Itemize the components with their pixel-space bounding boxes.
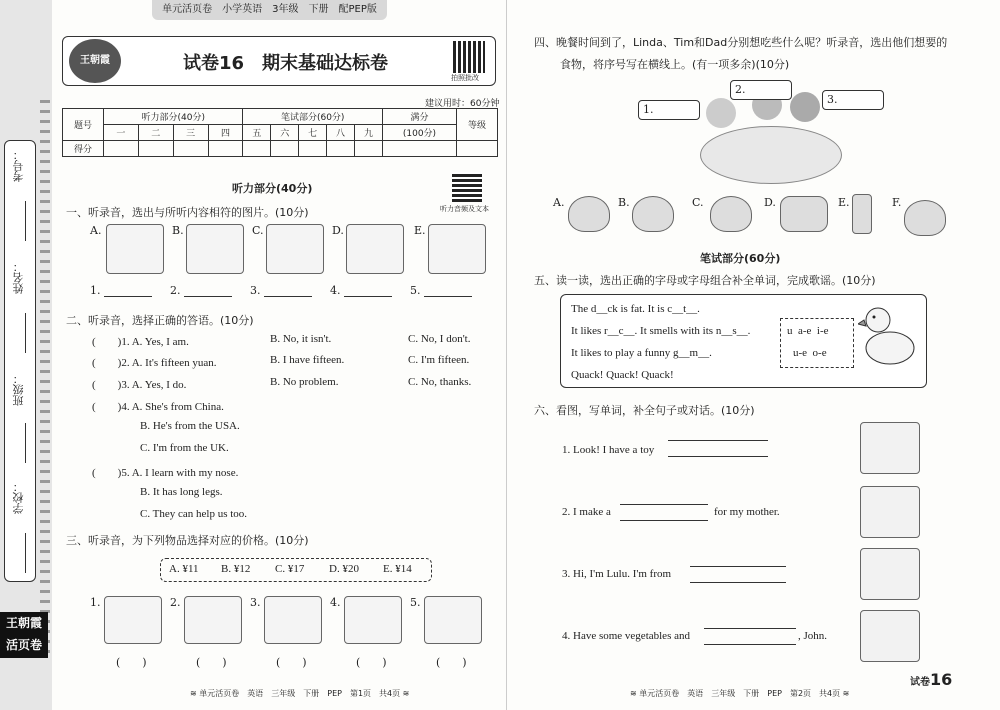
item-num: 5. [410,596,421,609]
answer-num: 5. [410,284,421,297]
score-input[interactable] [173,141,208,157]
item-image-5 [424,596,482,644]
letter-options-row-1: u a-e i-e [787,325,829,337]
col-7: 七 [299,125,327,141]
q2-1-c: C. No, I don't. [408,333,471,345]
rhyme-line-4: Quack! Quack! Quack! [571,369,674,381]
school-label: 学校： [12,481,25,514]
score-input[interactable] [271,141,299,157]
full-value: (100分) [382,125,456,141]
name-label: 姓名： [12,261,25,294]
milk-bottle-image [852,194,872,234]
section-4-title-1: 四、晚餐时间到了，Linda、Tim和Dad分别想吃些什么呢？听录音，选出他们想要的 [534,36,948,49]
q2-1-b: B. No, it isn't. [270,333,332,345]
write-line[interactable] [668,456,768,457]
price-d: D. ¥20 [329,563,359,575]
q2-2-c: C. I'm fifteen. [408,354,470,366]
bubble-3[interactable] [822,90,884,110]
class-line [25,423,26,463]
score-input[interactable] [138,141,173,157]
score-input[interactable] [104,141,139,157]
duck-icon [858,300,918,370]
listening-header: 听力部分(40分) [232,182,313,195]
vegetable-bowl-image [710,196,752,232]
answer-paren[interactable]: ( ) [116,656,147,669]
score-input[interactable] [243,141,271,157]
listening-head: 听力部分(40分) [104,109,243,125]
score-input[interactable] [299,141,327,157]
paper-title: 试卷16 期末基础达标卷 [183,53,389,74]
q2-4-b: B. He's from the USA. [140,420,240,432]
qr-code-grading[interactable] [453,41,485,73]
boy-writing-image [106,224,164,274]
boy-standing-image [186,224,244,274]
qr-caption-grading: 拍照批改 [451,74,479,82]
grade-head: 等级 [457,109,498,141]
answer-blank[interactable] [104,296,152,297]
brand-logo-name: 王朝霞 [5,616,42,630]
fruit-image [860,610,920,662]
school-line [25,533,26,573]
price-options-box [160,558,432,582]
food-label-d: D. [764,196,776,209]
answer-blank[interactable] [264,296,312,297]
writing-header: 笔试部分(60分) [700,252,781,265]
score-input[interactable] [327,141,355,157]
section-3-title: 三、听录音，为下列物品选择对应的价格。(10分) [66,534,309,547]
paper-number-mark [910,670,980,690]
soup-bowl-image [904,200,946,236]
rhyme-line-1: The d__ck is fat. It is c__t__. [571,303,700,315]
tihao-cell: 题号 [63,109,104,141]
col-4: 四 [208,125,243,141]
q6-4-text-b: , John. [798,630,828,642]
q6-4-text-a: 4. Have some vegetables and [562,630,690,642]
noodles-bowl-image [568,196,610,232]
option-label: A. [90,224,102,237]
answer-paren[interactable]: ( ) [436,656,467,669]
score-input[interactable] [354,141,382,157]
bubble-2[interactable] [730,80,792,100]
section-2-title: 二、听录音，选择正确的答语。(10分) [66,314,254,327]
item-num: 1. [90,596,101,609]
rhyme-line-2: It likes r__c__. It smells with its n__s__. [571,325,751,337]
answer-num: 2. [170,284,181,297]
write-line[interactable] [690,582,786,583]
option-label: D. [332,224,344,237]
price-c: C. ¥17 [275,563,305,575]
brand-logo [0,612,48,658]
item-image-1 [104,596,162,644]
price-e: E. ¥14 [383,563,412,575]
answer-num: 1. [90,284,101,297]
write-line[interactable] [620,504,708,505]
item-image-2 [184,596,242,644]
rhyme-line-3: It likes to play a funny g__m__. [571,347,712,359]
q2-5-a: ( )5. A. I learn with my nose. [92,467,239,479]
section-1-title: 一、听录音，选出与所听内容相符的图片。(10分) [66,206,309,219]
toy-car-image [860,422,920,474]
section-6-title: 六、看图，写单词，补全句子或对话。(10分) [534,404,755,417]
exam-number-line [25,201,26,241]
boy-glasses-image [346,224,404,274]
answer-num: 3. [250,284,261,297]
answer-blank[interactable] [344,296,392,297]
col-2: 二 [138,125,173,141]
name-line [25,313,26,353]
class-label: 班级： [12,373,25,406]
write-line[interactable] [620,520,708,521]
q2-4-a: ( )4. A. She's from China. [92,401,224,413]
write-line[interactable] [704,644,796,645]
q6-3-text: 3. Hi, I'm Lulu. I'm from [562,568,672,580]
col-1: 一 [104,125,139,141]
series-banner: 单元活页卷 小学英语 3年级 下册 配PEP版 [152,0,387,20]
answer-blank[interactable] [184,296,232,297]
score-input[interactable] [208,141,243,157]
food-label-c: C. [692,196,704,209]
page-divider [506,0,507,710]
bubble-2-label: 2. [735,83,746,96]
q6-2-text-a: 2. I make a [562,506,611,518]
q2-5-c: C. They can help us too. [140,508,248,520]
q2-5-b: B. It has long legs. [140,486,223,498]
food-label-a: A. [553,196,565,209]
landscape-image [860,548,920,600]
q2-3-c: C. No, thanks. [408,376,472,388]
table-shape [700,126,842,184]
write-line[interactable] [704,628,796,629]
student-info-column [4,140,36,582]
bubble-3-label: 3. [827,93,838,106]
item-num: 4. [330,596,341,609]
col-5: 五 [243,125,271,141]
answer-paren[interactable]: ( ) [196,656,227,669]
answer-paren[interactable]: ( ) [356,656,387,669]
answer-num: 4. [330,284,341,297]
option-label: E. [414,224,426,237]
publisher-badge: 王朝霞 [69,39,121,83]
score-input[interactable] [457,141,498,157]
time-suggestion: 建议用时：60分钟 [425,99,500,109]
writing-head: 笔试部分(60分) [243,109,382,125]
price-b: B. ¥12 [221,563,251,575]
write-line[interactable] [668,440,768,441]
item-num: 3. [250,596,261,609]
brand-logo-sub: 活页卷 [5,638,42,652]
col-8: 八 [327,125,355,141]
gift-box-image [860,486,920,538]
letter-options-box [780,318,854,368]
option-label: C. [252,224,264,237]
q2-4-c: C. I'm from the UK. [140,442,229,454]
bread-image [780,196,828,232]
item-image-3 [264,596,322,644]
paper-mark-label: 试卷 [910,677,930,688]
q2-3-a: ( )3. A. Yes, I do. [92,379,187,391]
linda-figure [706,98,736,128]
col-3: 三 [173,125,208,141]
food-label-b: B. [618,196,630,209]
price-a: A. ¥11 [169,563,199,575]
footer-right: ≋ 单元活页卷 英语 三年级 下册 PEP 第2页 共4页 ≋ [630,689,850,698]
item-image-4 [344,596,402,644]
vegetables-image [266,224,324,274]
q2-2-b: B. I have fifteen. [270,354,345,366]
col-9: 九 [354,125,382,141]
section-4-title-2: 食物，将序号写在横线上。(有一项多余)(10分) [560,58,790,71]
section-5-title: 五、读一读，选出正确的字母或字母组合补全单词，完成歌谣。(10分) [534,274,876,287]
paper-mark-number: 16 [930,670,953,689]
food-label-e: E. [838,196,850,209]
q2-3-b: B. No problem. [270,376,339,388]
score-table [62,108,498,157]
qr-caption-audio: 听力音频及文本 [440,205,489,213]
bookshelf-image [428,224,486,274]
write-line[interactable] [690,566,786,567]
exam-number-label: 考号： [12,149,25,182]
full-head: 满分 [382,109,456,125]
binding-wave [40,100,50,660]
answer-blank[interactable] [424,296,472,297]
qr-code-audio[interactable] [452,172,482,202]
food-label-f: F. [892,196,902,209]
item-num: 2. [170,596,181,609]
answer-paren[interactable]: ( ) [276,656,307,669]
option-label: B. [172,224,184,237]
bubble-1-label: 1. [643,103,654,116]
bubble-1[interactable] [638,100,700,120]
q2-1-a: ( )1. A. Yes, I am. [92,336,189,348]
q6-1-text: 1. Look! I have a toy [562,444,655,456]
defen-cell: 得分 [63,141,104,157]
pizza-plate-image [632,196,674,232]
q2-2-a: ( )2. A. It's fifteen yuan. [92,357,217,369]
score-input[interactable] [382,141,456,157]
col-6: 六 [271,125,299,141]
title-box [62,36,496,86]
footer-left: ≋ 单元活页卷 英语 三年级 下册 PEP 第1页 共4页 ≋ [190,689,410,698]
letter-options-row-2: u-e o-e [793,347,827,359]
dad-figure [790,92,820,122]
q6-2-text-b: for my mother. [714,506,780,518]
